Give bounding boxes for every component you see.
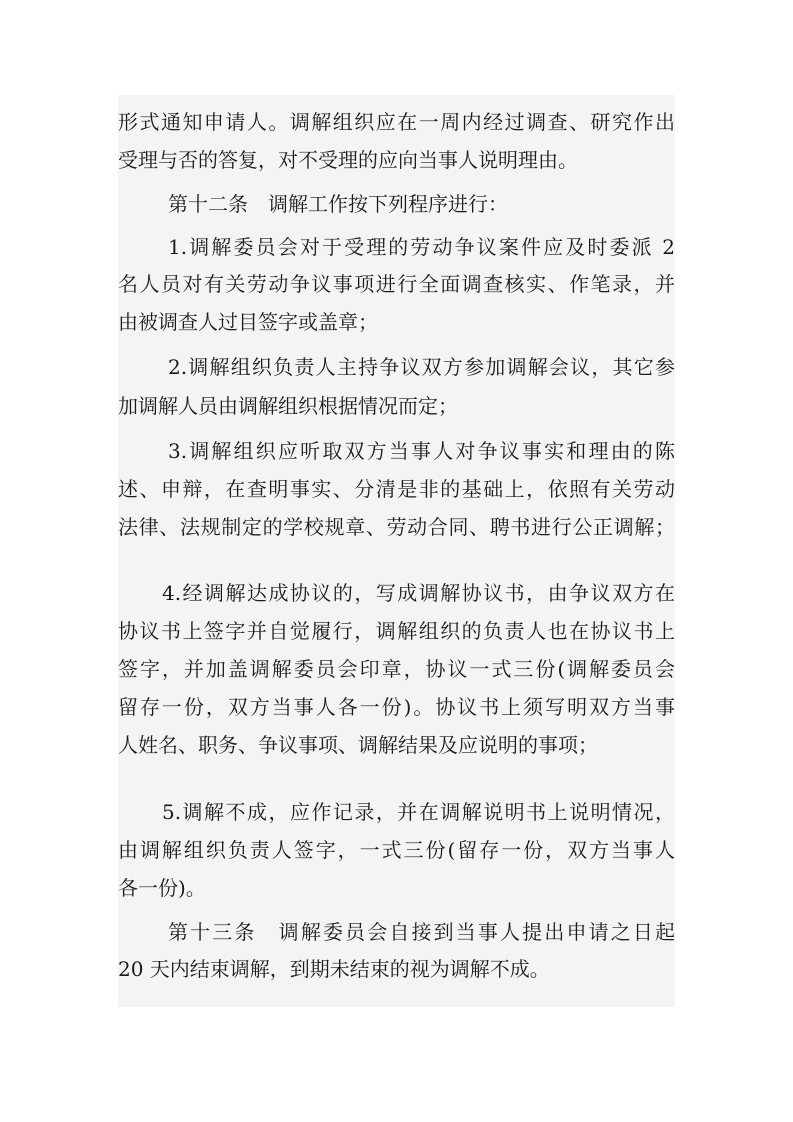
text-line: 协议书上签字并自觉履行，调解组织的负责人也在协议书上 [118,619,675,643]
text-line: 3.调解组织应听取双方当事人对争议事实和理由的陈 [168,439,675,463]
text-line: 5.调解不成，应作记录，并在调解说明书上说明情况， [162,800,675,824]
text-line: 留存一份，双方当事人各一份)。协议书上须写明双方当事 [118,695,675,719]
article-heading: 第十二条 调解工作按下列程序进行： [168,192,508,216]
text-line: 2.调解组织负责人主持争议双方参加调解会议，其它参 [168,355,675,379]
text-line: 签字，并加盖调解委员会印章，协议一式三份(调解委员会 [118,657,675,681]
text-line: 名人员对有关劳动争议事项进行全面调查核实、作笔录，并 [118,272,675,296]
text-line: 形式通知申请人。调解组织应在一周内经过调查、研究作出 [118,110,675,134]
text-line: 人姓名、职务、争议事项、调解结果及应说明的事项； [118,733,598,757]
text-line: 法律、法规制定的学校规章、劳动合同、聘书进行公正调解； [118,515,675,539]
text-line: 加调解人员由调解组织根据情况而定； [118,394,458,418]
text-line: 1.调解委员会对于受理的劳动争议案件应及时委派 2 [168,235,675,259]
document-body [118,95,675,1007]
text-line: 4.经调解达成协议的，写成调解协议书，由争议双方在 [162,581,675,605]
text-line: 各一份)。 [118,876,206,900]
article-heading: 第十三条 调解委员会自接到当事人提出申请之日起 [168,920,675,944]
text-line: 受理与否的答复，对不受理的应向当事人说明理由。 [118,148,578,172]
text-line: 述、申辩，在查明事实、分清是非的基础上，依照有关劳动 [118,477,675,501]
text-line: 由被调查人过目签字或盖章； [118,310,378,334]
text-line: 20 天内结束调解，到期未结束的视为调解不成。 [118,957,550,981]
text-line: 由调解组织负责人签字，一式三份(留存一份，双方当事人 [118,838,675,862]
